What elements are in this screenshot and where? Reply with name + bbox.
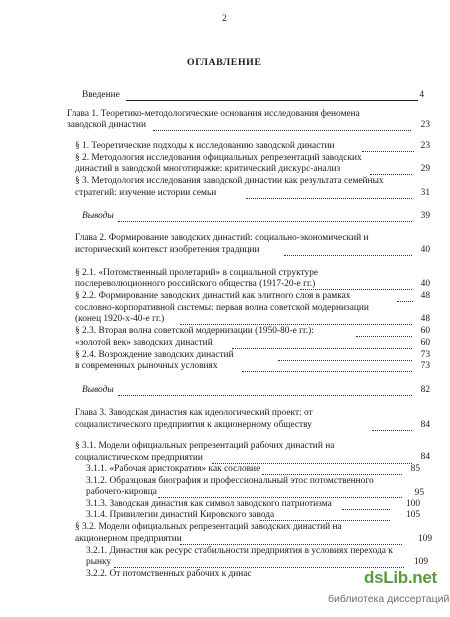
toc-page-number: 48 bbox=[420, 314, 430, 324]
toc-entry-section-3-2: § 3.2. Модели официальных репрезентаций заводских династий на bbox=[75, 522, 342, 532]
toc-page-number: 40 bbox=[420, 245, 430, 255]
toc-leader bbox=[158, 497, 402, 498]
dslib-logo: dsLib.net bbox=[364, 568, 437, 587]
toc-entry-section-2-1-cont: послереволюционного российского общества (1917-20-е гг.) bbox=[75, 279, 316, 289]
toc-page-number: 31 bbox=[420, 188, 430, 198]
toc-entry-section-1: § 1. Теоретические подходы к исследованию заводской династии bbox=[75, 141, 335, 151]
toc-entry-section-3-2-cont: акционерном предприятии bbox=[75, 534, 182, 544]
toc-leader bbox=[262, 474, 402, 475]
toc-entry-chapter-3: Глава 3. Заводская династия как идеологический проект: от bbox=[75, 408, 313, 418]
toc-page-number: 95 bbox=[414, 488, 424, 498]
toc-entry-section-2-2: § 2.2. Формирование заводских династий как элитного слоя в рамках bbox=[75, 291, 351, 301]
watermark-caption: библиотека диссертаций bbox=[328, 593, 450, 605]
toc-leader bbox=[342, 509, 390, 510]
toc-leader bbox=[284, 255, 412, 256]
toc-page-number: 39 bbox=[420, 211, 430, 221]
toc-entry-section-3-cont: стратегий: изучение истории семьи bbox=[75, 188, 217, 198]
toc-page-number: 60 bbox=[420, 338, 430, 348]
toc-entry-chapter-2: Глава 2. Формирование заводских династий: социально-экономический и bbox=[75, 233, 369, 243]
toc-entry-section-2-3-cont: «золотой век» заводских династий bbox=[75, 338, 213, 348]
toc-page-number: 60 bbox=[420, 326, 430, 336]
toc-leader bbox=[246, 198, 412, 199]
toc-entry-chapter-1-cont: заводской династии bbox=[67, 120, 146, 130]
toc-entry-chapter-3-cont: социалистического предприятия к акционерному обществу bbox=[75, 420, 312, 430]
toc-page-number: 109 bbox=[417, 534, 432, 544]
toc-page-number: 84 bbox=[420, 452, 430, 462]
toc-page-number: 23 bbox=[420, 141, 430, 151]
toc-entry-section-3-1-cont: социалистическом предприятии bbox=[75, 453, 203, 463]
toc-entry-subsection-3-1-1: 3.1.1. «Рабочая аристократия» как сословие bbox=[86, 464, 261, 474]
toc-page-number: 85 bbox=[410, 464, 420, 474]
toc-entry-intro: Введение bbox=[82, 90, 120, 100]
toc-page-number: 73 bbox=[420, 350, 430, 360]
toc-entry-section-2-4-cont: в современных рыночных условиях bbox=[75, 361, 218, 371]
toc-leader bbox=[300, 289, 412, 290]
toc-leader bbox=[126, 100, 418, 101]
toc-entry-section-2-3: § 2.3. Вторая волна советской модернизации (1950-80-е гг.): bbox=[75, 326, 314, 336]
toc-page-number: 48 bbox=[420, 291, 430, 301]
toc-entry-section-2-2-cont: сословно-корпоративной системы: первая волна советской модернизации bbox=[75, 303, 369, 313]
page-title: ОГЛАВЛЕНИЕ bbox=[187, 57, 262, 68]
toc-entry-subsection-3-1-2: 3.1.2. Образцовая биография и профессиональный этос потомственного bbox=[86, 476, 374, 486]
toc-page-number: 109 bbox=[413, 557, 428, 567]
toc-page-number: 29 bbox=[420, 164, 430, 174]
toc-leader bbox=[118, 395, 412, 396]
toc-leader bbox=[153, 130, 411, 131]
toc-entry-conclusions-2: Выводы bbox=[82, 385, 114, 395]
toc-leader bbox=[118, 221, 412, 222]
toc-page-number: 23 bbox=[420, 120, 430, 130]
toc-page-number: 84 bbox=[420, 420, 430, 430]
toc-entry-chapter-2-cont: исторический контекст изобретения традиции bbox=[75, 245, 260, 255]
toc-leader bbox=[232, 348, 412, 349]
toc-entry-conclusions-1: Выводы bbox=[82, 211, 114, 221]
toc-page-number: 73 bbox=[420, 361, 430, 371]
toc-entry-section-2-2-cont: (конец 1920-х-40-е гг.) bbox=[75, 314, 165, 324]
toc-leader bbox=[356, 336, 412, 337]
toc-page-number: 4 bbox=[419, 90, 424, 100]
toc-entry-subsection-3-1-3: 3.1.3. Заводская династия как символ заводского патриотизма bbox=[86, 499, 332, 509]
toc-entry-subsection-3-1-4: 3.1.4. Привилегии династий Кировского завода bbox=[86, 510, 275, 520]
toc-leader bbox=[242, 371, 412, 372]
toc-entry-section-2-1: § 2.1. «Потомственный пролетарий» в социальной структуре bbox=[75, 268, 319, 278]
toc-entry-section-3: § 3. Методология исследования заводской династии как результата семейных bbox=[75, 176, 384, 186]
toc-leader bbox=[278, 360, 412, 361]
toc-entry-section-3-1: § 3.1. Модели официальных репрезентаций рабочих династий на bbox=[75, 441, 335, 451]
toc-leader bbox=[180, 544, 402, 545]
toc-entry-section-2-cont: династий в заводской многотиражке: критический дискурс-анализ bbox=[75, 164, 341, 174]
toc-entry-chapter-1: Глава 1. Теоретико-методологические основания исследования феномена bbox=[67, 109, 360, 119]
toc-entry-subsection-3-2-1: 3.2.1. Династия как ресурс стабильности предприятия в условиях перехода к bbox=[86, 546, 393, 556]
toc-entry-section-2-4: § 2.4. Возрождение заводских династий bbox=[75, 350, 234, 360]
toc-entry-subsection-3-1-2-cont: рабочего-кировца bbox=[86, 487, 157, 497]
toc-leader bbox=[260, 520, 390, 521]
toc-leader bbox=[180, 324, 412, 325]
toc-page-number: 82 bbox=[420, 385, 430, 395]
toc-page-number: 100 bbox=[405, 499, 420, 509]
toc-entry-subsection-3-2-2: 3.2.2. От потомственных рабочих к динас bbox=[86, 569, 252, 579]
toc-leader bbox=[114, 567, 404, 568]
toc-page-number: 40 bbox=[420, 279, 430, 289]
toc-entry-section-2: § 2. Методология исследования официальных репрезентаций заводских bbox=[75, 153, 362, 163]
page-number: 2 bbox=[222, 14, 227, 24]
toc-page-number: 105 bbox=[405, 510, 420, 520]
toc-entry-subsection-3-2-1-cont: рынку bbox=[86, 557, 112, 567]
